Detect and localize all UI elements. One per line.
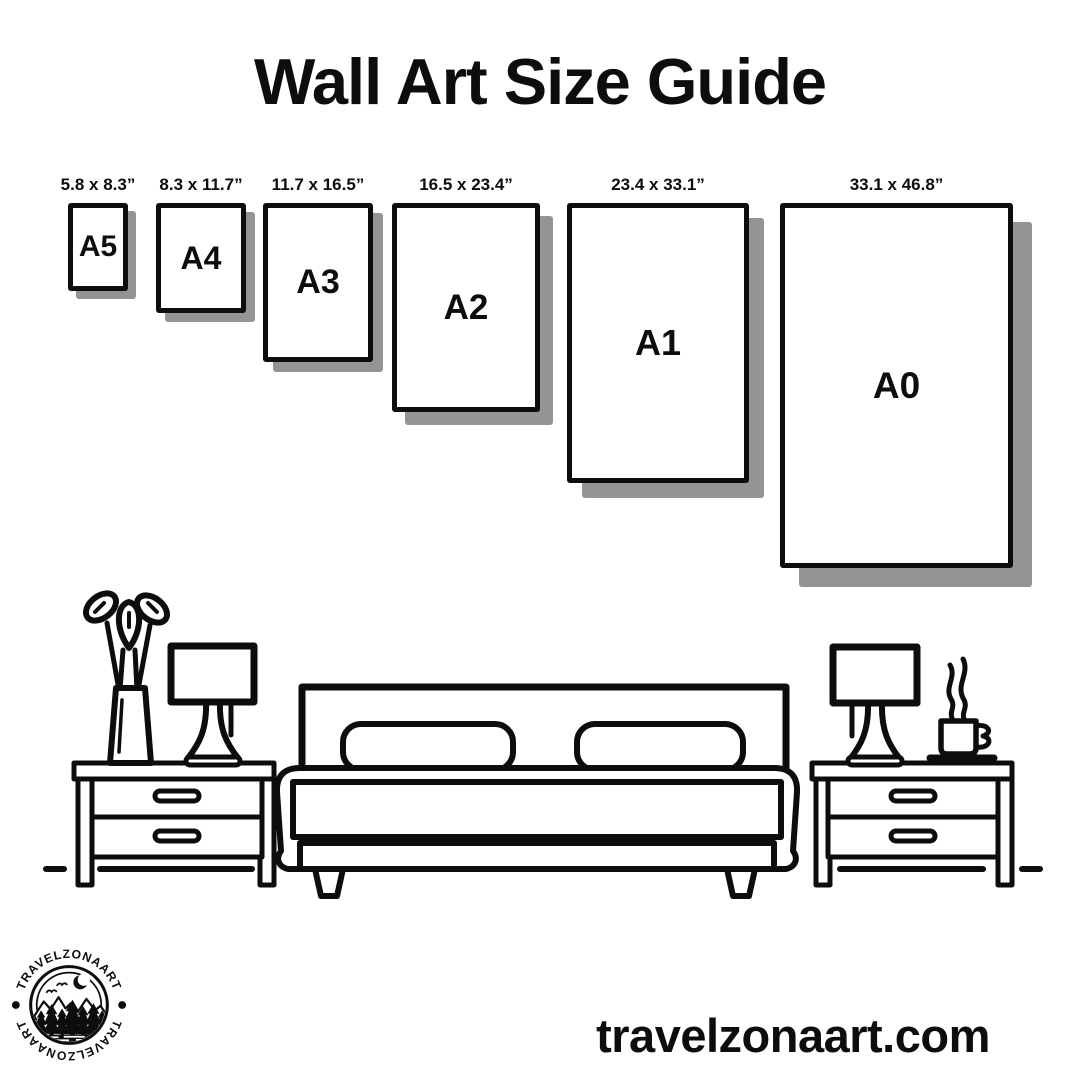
size-dimensions-label: 23.4 x 33.1” [611, 175, 705, 194]
table-lamp-left-icon [171, 646, 254, 765]
paper-size-a4 [156, 175, 246, 313]
bed-leg-right [727, 869, 755, 896]
size-dimensions-label: 16.5 x 23.4” [419, 175, 513, 194]
steam-icon [949, 665, 953, 718]
paper-sheet [156, 203, 246, 313]
paper-size-a2 [392, 175, 540, 412]
size-name-label: A3 [296, 263, 340, 301]
size-name-label: A4 [180, 239, 222, 276]
size-dimensions-label: 33.1 x 46.8” [849, 175, 944, 194]
paper-size-a3 [263, 175, 373, 362]
plant-icon [81, 588, 172, 763]
paper-sheet [68, 203, 128, 291]
coffee-cup-icon [930, 659, 994, 758]
size-dimensions-label: 11.7 x 16.5” [271, 175, 365, 194]
paper-size-a5 [60, 175, 136, 291]
badge-text-bottom: TRAVELZONAART [13, 1018, 125, 1064]
paper-size-a1 [567, 175, 749, 483]
bed-icon [277, 687, 797, 896]
paper-sheet [392, 203, 540, 412]
size-dimensions-label: 5.8 x 8.3” [60, 175, 136, 194]
size-name-label: A2 [443, 287, 489, 327]
cup-body [941, 721, 976, 754]
paper-sheet [567, 203, 749, 483]
paper-sheet [780, 203, 1013, 568]
steam-icon [961, 659, 965, 719]
size-name-label: A1 [634, 322, 682, 363]
size-name-label: A0 [872, 364, 921, 406]
vase [110, 688, 151, 763]
badge-dot-right [118, 1001, 126, 1009]
badge-dot-left [12, 1001, 20, 1009]
pillow-right [577, 724, 743, 770]
bedroom-illustration [0, 580, 1080, 900]
pillow-left [343, 724, 513, 770]
paper-size-a0 [780, 175, 1013, 568]
table-lamp-right-icon [833, 647, 917, 765]
size-name-label: A5 [78, 230, 118, 263]
bed-base [300, 843, 774, 869]
website-url: travelzonaart.com [596, 1009, 990, 1062]
paper-sheet [263, 203, 373, 362]
size-dimensions-label: 8.3 x 11.7” [159, 175, 243, 194]
badge-text-top: TRAVELZONAART [13, 946, 125, 992]
page-title: Wall Art Size Guide [253, 45, 827, 118]
brand-logo-badge [8, 944, 130, 1066]
bed-leg-left [315, 869, 343, 896]
